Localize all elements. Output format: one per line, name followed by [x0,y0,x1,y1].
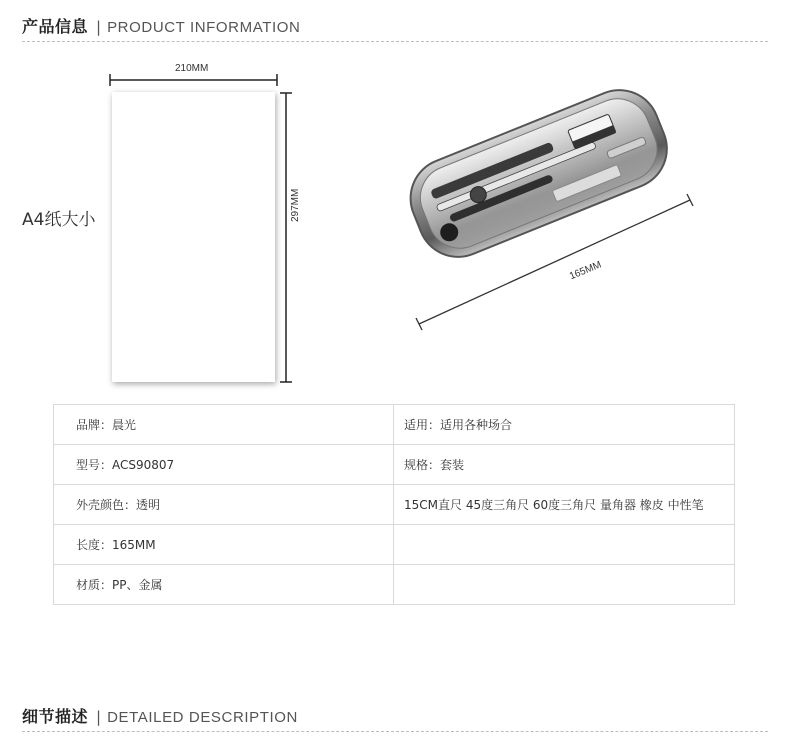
section-title-cn: 细节描述 [22,707,89,726]
spec-empty-cell [394,525,735,565]
paper-height-label: 297MM [290,188,301,222]
paper-width-label: 210MM [175,63,209,74]
spec-contents: 15CM直尺 45度三角尺 60度三角尺 量角器 橡皮 中性笔 [394,485,735,525]
title-separator: | [96,18,102,36]
spec-table [53,404,735,605]
a4-size-label: A4纸大小 [22,210,96,230]
table-row [54,525,735,565]
table-row [54,445,735,485]
stationery-case-image [399,78,679,269]
spec-shell-color: 外壳颜色：透明 [54,485,394,525]
table-row [54,405,735,445]
height-dimension-line [280,93,292,382]
title-separator: | [96,708,102,726]
spec-type: 规格：套装 [394,445,735,485]
section-title-en: DETAILED DESCRIPTION [107,709,298,726]
spec-usage: 适用：适用各种场合 [394,405,735,445]
spec-material: 材质：PP、金属 [54,565,394,605]
table-row [54,565,735,605]
section-title-en: PRODUCT INFORMATION [107,19,301,36]
section-title-cn: 产品信息 [22,17,89,36]
spec-model: 型号：ACS90807 [54,445,394,485]
spec-empty-cell [394,565,735,605]
spec-brand: 品牌：晨光 [54,405,394,445]
table-row [54,485,735,525]
spec-length: 长度：165MM [54,525,394,565]
width-dimension-line [110,74,277,86]
product-length-label: 165MM [568,259,604,283]
dashed-divider [22,731,768,732]
detail-description-header [22,704,768,728]
